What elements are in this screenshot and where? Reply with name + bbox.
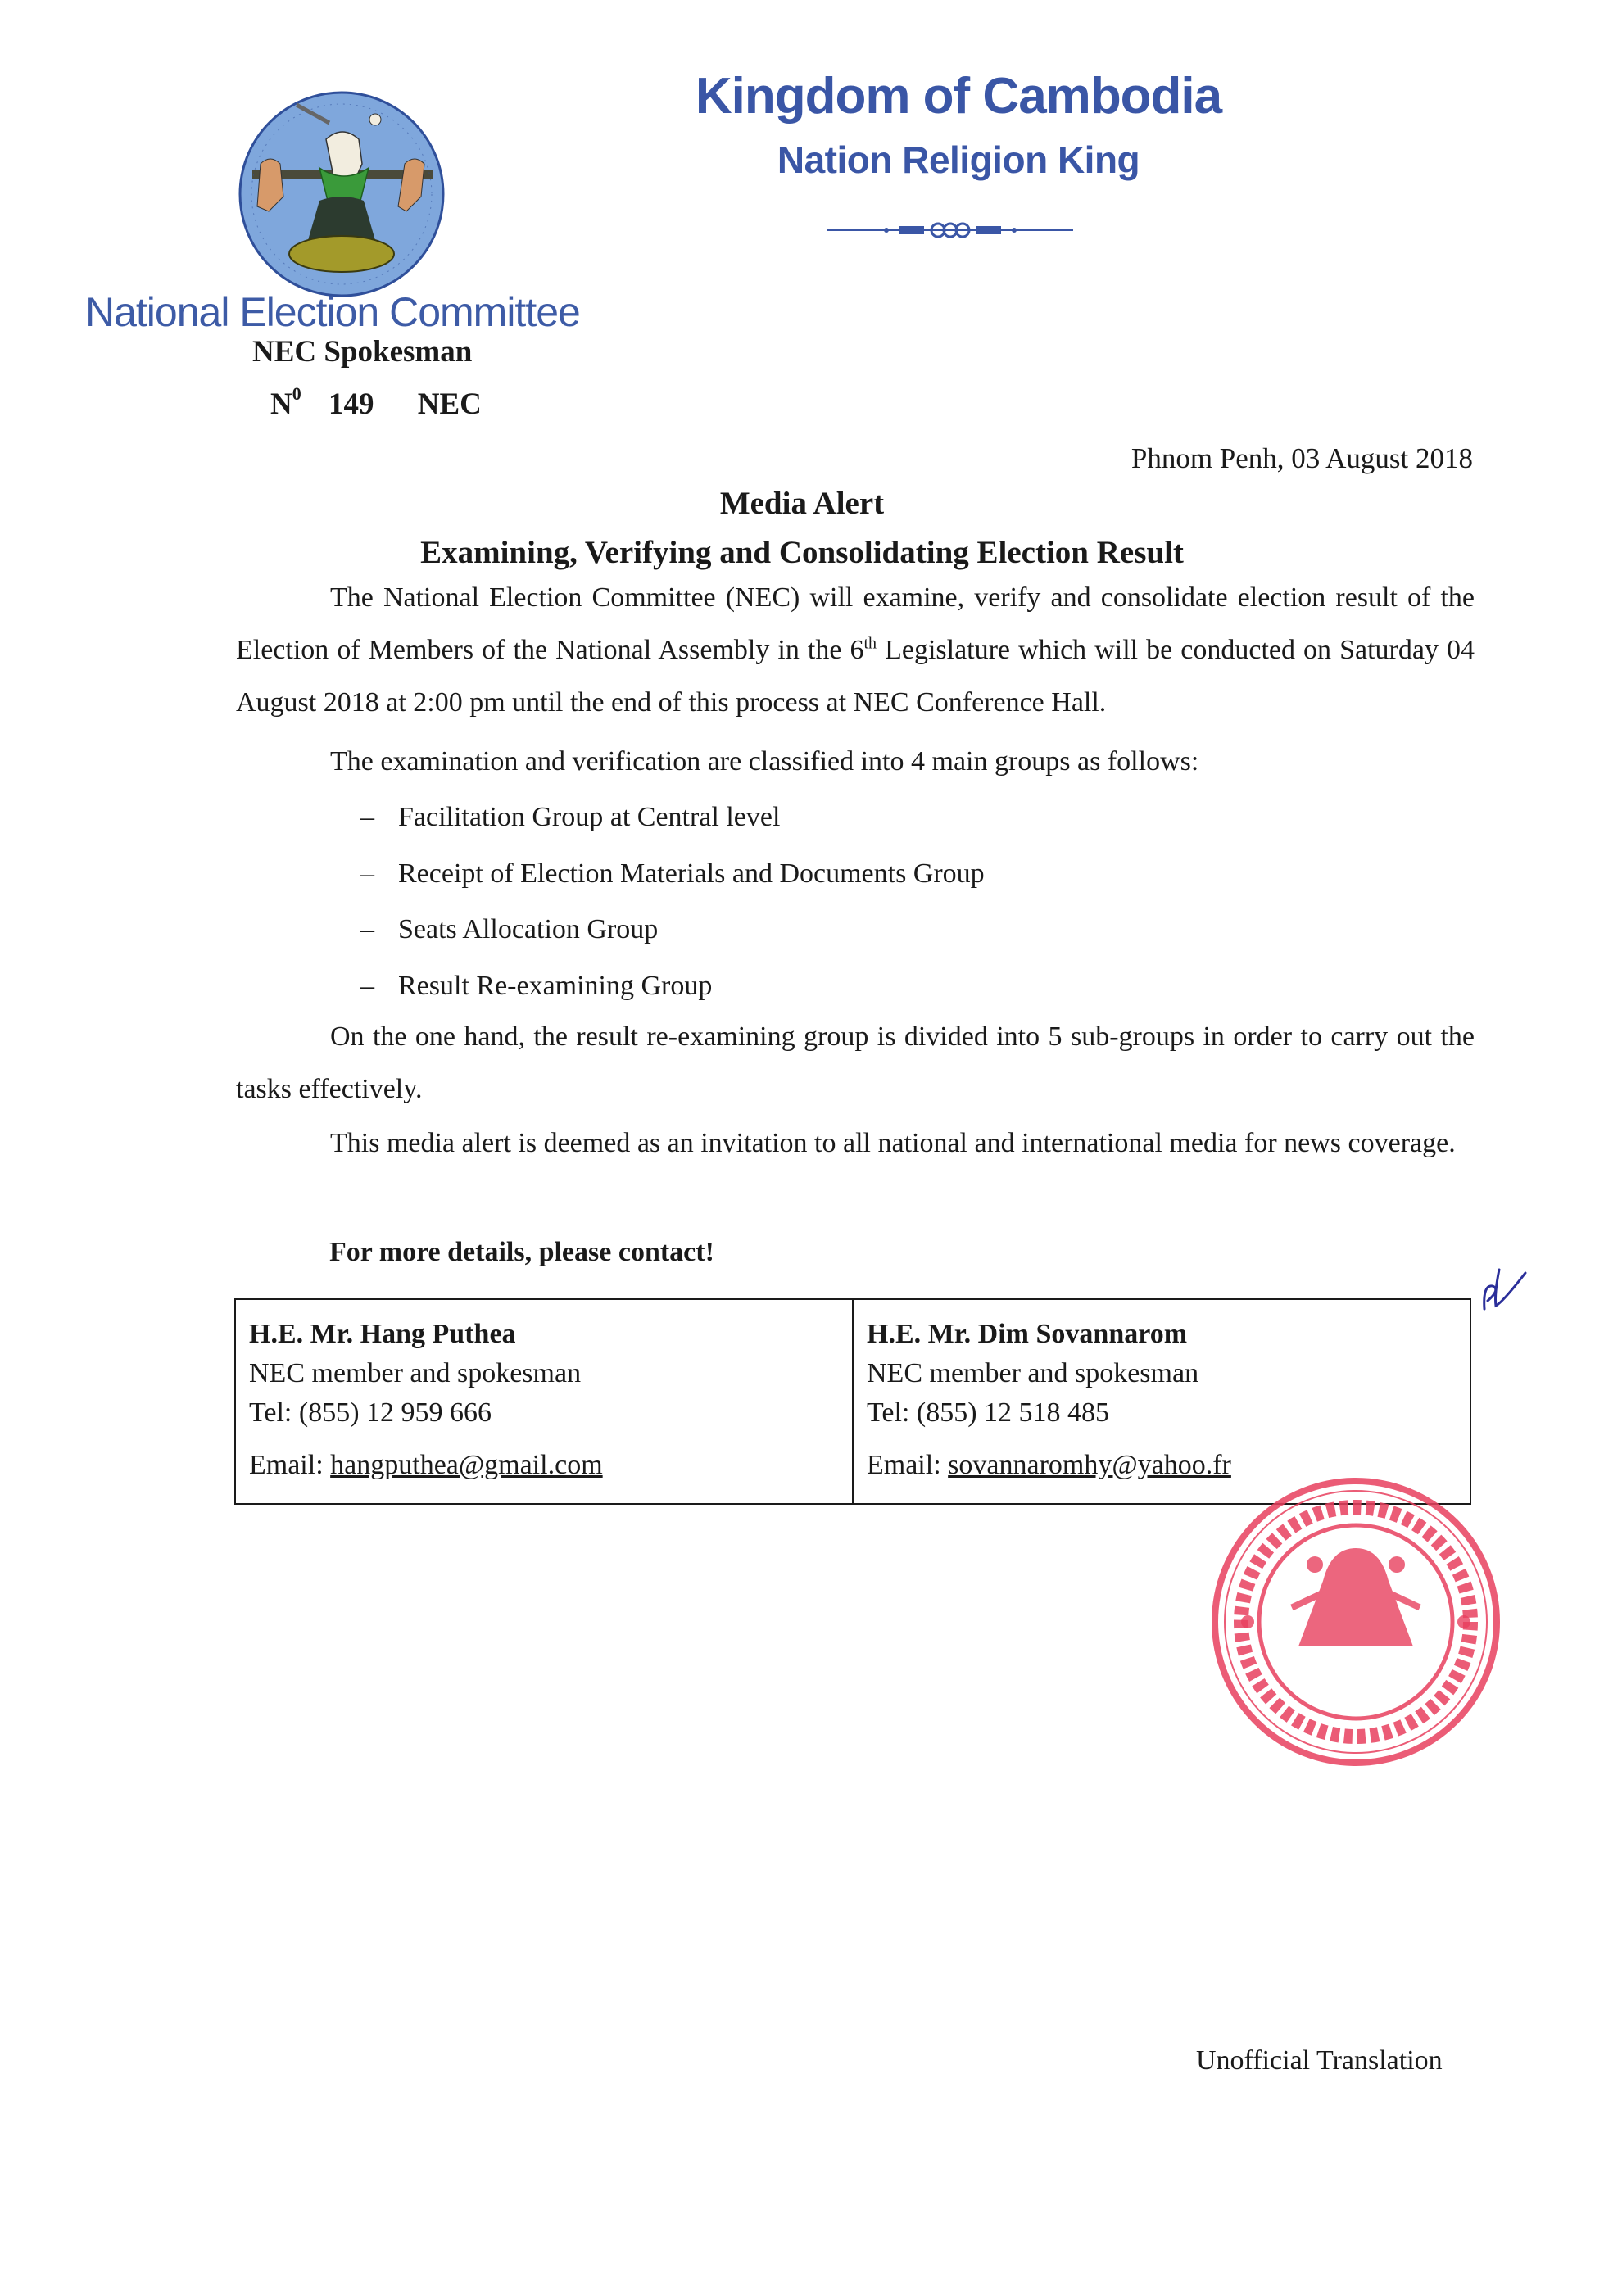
group-label: Receipt of Election Materials and Documents Group — [398, 858, 985, 889]
national-motto: Nation Religion King — [777, 138, 1140, 181]
document-subtitle: Examining, Verifying and Consolidating Election Result — [420, 535, 1184, 570]
group-label: Seats Allocation Group — [398, 914, 659, 944]
contact-card — [852, 1300, 1470, 1503]
contact-lead: For more details, please contact! — [329, 1237, 714, 1267]
intro-sup: th — [863, 634, 877, 653]
unofficial-translation-note: Unofficial Translation — [1196, 2045, 1443, 2076]
dash-bullet: – — [360, 858, 374, 889]
email-label: Email: — [867, 1450, 949, 1480]
contact-tel: Tel: (855) 12 959 666 — [249, 1397, 492, 1428]
dateline: Phnom Penh, 03 August 2018 — [1131, 442, 1473, 474]
contact-role: NEC member and spokesman — [249, 1358, 582, 1388]
dash-bullet: – — [360, 914, 374, 944]
contact-name: H.E. Mr. Dim Sovannarom — [867, 1319, 1188, 1349]
intro-text-2: Legislature which will be conducted on Saturday 04 August 2018 at 2:00 pm until the end of this process at NEC Conference Hall. — [236, 635, 1475, 718]
intro-paragraph — [236, 572, 1475, 729]
country-title: Kingdom of Cambodia — [695, 68, 1222, 125]
contact-email-link[interactable]: sovannaromhy@yahoo.fr — [948, 1450, 1231, 1480]
nec-emblem-icon — [238, 90, 446, 299]
group-label: Facilitation Group at Central level — [398, 802, 781, 832]
list-item — [360, 846, 985, 903]
document-title: Media Alert — [719, 486, 885, 521]
contact-role: NEC member and spokesman — [867, 1358, 1199, 1388]
list-item — [360, 958, 985, 1015]
email-label: Email: — [249, 1450, 331, 1480]
contact-card — [236, 1300, 852, 1503]
reference-no: 149 — [328, 387, 374, 421]
ornament-divider-icon — [827, 220, 1073, 241]
groups-list — [360, 790, 985, 1014]
contact-tel: Tel: (855) 12 518 485 — [867, 1397, 1110, 1428]
sub-groups-paragraph: On the one hand, the result re-examining group is divided into 5 sub-groups in order to carry out the tasks effectively. — [236, 1021, 1475, 1104]
official-seal-stamp-icon — [1192, 1474, 1520, 1769]
invitation-paragraph: This media alert is deemed as an invitation to all national and international media for news coverage. — [330, 1128, 1456, 1158]
dash-bullet: – — [360, 970, 374, 1001]
groups-intro-paragraph: The examination and verification are classified into 4 main groups as follows: — [330, 746, 1199, 777]
reference-prefix-sup: 0 — [292, 383, 301, 404]
reference-suffix: NEC — [417, 387, 482, 421]
list-item — [360, 902, 985, 958]
organization-name: National Election Committee — [85, 289, 580, 335]
handwritten-initials-icon — [1466, 1261, 1532, 1319]
intro-text-1: The National Election Committee (NEC) will examine, verify and consolidate election result of the Election of Members of the National Assembly in the 6 — [236, 582, 1475, 665]
contact-email-link[interactable]: hangputhea@gmail.com — [330, 1450, 603, 1480]
contact-name: H.E. Mr. Hang Puthea — [249, 1319, 516, 1349]
list-item — [360, 790, 985, 846]
nec-emblem-logo — [238, 90, 446, 299]
reference-number — [270, 383, 482, 422]
contact-email-row — [249, 1446, 839, 1485]
dash-bullet: – — [360, 802, 374, 832]
group-label: Result Re-examining Group — [398, 970, 713, 1001]
office-name: NEC Spokesman — [252, 335, 473, 369]
reference-prefix: N — [270, 387, 292, 421]
